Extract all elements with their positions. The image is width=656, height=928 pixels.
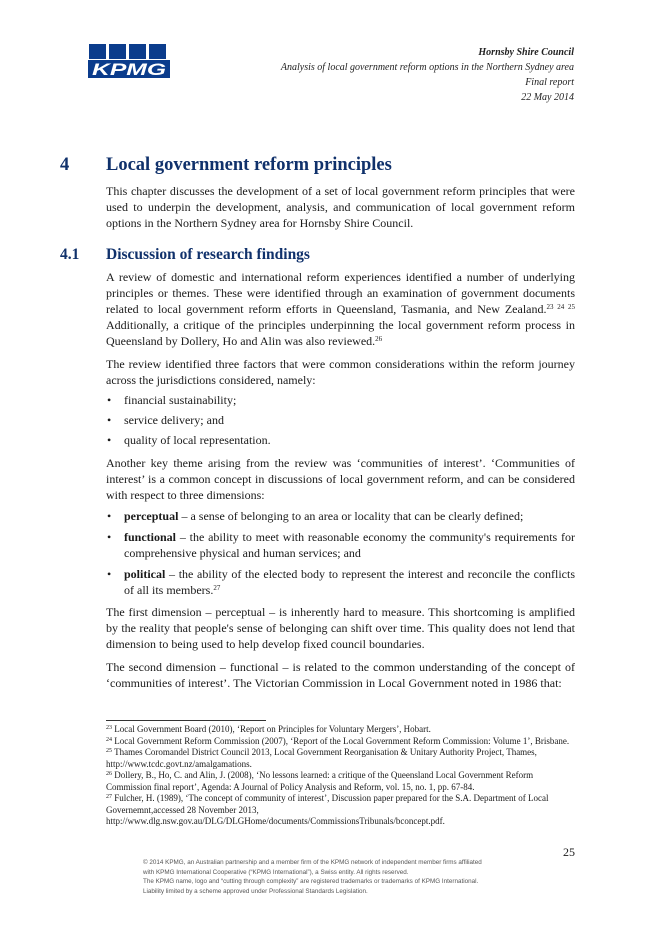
list-item	[106, 566, 575, 598]
legal-line: © 2014 KPMG, an Australian partnership and a member firm of the KPMG network of independent member firms affiliated	[143, 859, 482, 866]
bullet-icon: •	[107, 393, 112, 407]
footnote-text: Local Government Reform Commission (2007), ‘Report of the Local Government Reform Commission: Volume 1’, Brisbane.	[114, 735, 570, 746]
bullet-icon: •	[107, 509, 112, 523]
bullet-icon: •	[107, 567, 112, 581]
dimension-term: political	[124, 567, 166, 581]
bullet-icon: •	[107, 530, 112, 544]
section-title: Local government reform principles	[106, 155, 392, 175]
dimension-term: functional	[124, 530, 177, 544]
footnote-text: Thames Coromandel District Council 2013, Local Government Reorganisation & Unitary Authority Project, Thames, http://www.tcdc.govt.nz/amalgamations.	[106, 747, 537, 769]
paragraph-review-text-2: Additionally, a critique of the principles underpinning the local government reform process in Queensland by Dollery, Ho and Alin was also reviewed.	[106, 318, 575, 348]
subsection-heading	[60, 246, 310, 264]
footnote-number: 25	[106, 748, 112, 754]
footnote-text: Dollery, B., Ho, C. and Alin, J. (2008), ‘No lessons learned: a critique of the Queensland Local Government Reform Commission final report’, Agenda: A Journal of Policy Analysis and Reform, vol. 15, no. 1, pp. 67-84.	[106, 770, 534, 792]
footnote-ref-27[interactable]: 27	[213, 584, 221, 592]
paragraph-communities: Another key theme arising from the review was ‘communities of interest’. ‘Communities of interest’ is a common concept in discussions of local government reform, and can be considered with respect to three dimensions:	[106, 456, 575, 502]
footnote-text: Local Government Board (2010), ‘Report on Principles for Voluntary Mergers’, Hobart.	[114, 724, 431, 734]
dimension-desc: – the ability of the elected body to represent the interest and reconcile the conflicts of all its members.	[124, 567, 575, 597]
footnote	[106, 770, 576, 793]
running-header	[281, 45, 574, 105]
footnote-text: Fulcher, H. (1989), ‘The concept of community of interest’, Discussion paper prepared for the S.A. Department of Local Governemnt,accessed 28 November 2013, http://www.dlg.nsw.gov.au/DLG/DLGHome/documents/CommissionsTribunals/bconcept.pdf.	[106, 793, 549, 826]
footnote	[106, 793, 576, 828]
legal-line: Liability limited by a scheme approved under Professional Standards Legislation.	[143, 887, 368, 895]
legal-notice	[143, 858, 482, 896]
list-item	[106, 412, 575, 428]
footnote-number: 23	[106, 725, 112, 731]
footnote-number: 26	[106, 771, 112, 777]
bullet-icon: •	[107, 413, 112, 427]
dimension-desc: – a sense of belonging to an area or locality that can be clearly defined;	[178, 509, 524, 523]
paragraph-factors-intro: The review identified three factors that were common considerations within the reform journey across the jurisdictions considered, namely:	[106, 357, 575, 387]
intro-paragraph: This chapter discusses the development of a set of local government reform principles that were used to underpin the development, analysis, and communication of local government reform options in the Northern Sydney area for Hornsby Shire Council.	[106, 184, 575, 230]
kpmg-logo	[88, 44, 170, 78]
section-heading	[60, 155, 392, 176]
header-report-type: Final report	[525, 77, 574, 88]
header-client: Hornsby Shire Council	[478, 47, 574, 58]
paragraph-review-text: A review of domestic and international reform experiences identified a number of underlying principles or themes. These were identified through an examination of government documents related to local government reform efforts in Queensland, Tasmania, and New Zealand.	[106, 270, 575, 316]
subsection-title: Discussion of research findings	[106, 246, 310, 263]
bullet-icon: •	[107, 433, 112, 447]
paragraph-perceptual: The first dimension – perceptual – is inherently hard to measure. This shortcoming is amplified by the reality that people's sense of belonging can shift over time. This quality does not lend that dimension to being used to help develop fixed council boundaries.	[106, 605, 575, 651]
paragraph-review	[106, 269, 575, 349]
footnote	[106, 724, 576, 736]
page-number: 25	[563, 845, 575, 859]
list-item	[106, 529, 575, 561]
footnote-number: 24	[106, 736, 112, 743]
list-item	[106, 392, 575, 408]
section-number: 4	[60, 155, 70, 175]
paragraph-functional: The second dimension – functional – is related to the common understanding of the concept of ‘communities of interest’. The Victorian Commission in Local Government noted in 1986 that:	[106, 660, 575, 690]
factor-text: quality of local representation.	[124, 433, 271, 447]
subsection-number: 4.1	[60, 246, 80, 263]
list-item	[106, 432, 575, 448]
legal-line: The KPMG name, logo and “cutting through complexity” are registered trademarks or trademarks of KPMG International.	[143, 878, 479, 886]
factors-list	[106, 392, 575, 448]
footnote-divider	[106, 720, 266, 721]
section-intro	[106, 183, 575, 231]
footnotes	[106, 724, 576, 828]
dimensions-list	[106, 508, 575, 598]
footnote-number: 27	[106, 794, 112, 800]
dimension-term: perceptual	[124, 509, 179, 523]
subsection-body	[106, 269, 575, 691]
logo-text: KPMG	[92, 60, 166, 78]
footnote-refs-23-25[interactable]: 23 24 25	[546, 303, 575, 311]
factor-text: financial sustainability;	[124, 393, 237, 407]
legal-line: with KPMG International Cooperative (“KPMG International”), a Swiss entity. All rights reserved.	[143, 868, 409, 876]
header-date: 22 May 2014	[521, 92, 574, 103]
factor-text: service delivery; and	[124, 413, 224, 427]
footnote	[106, 736, 576, 748]
footnote-ref-26[interactable]: 26	[375, 335, 383, 343]
header-subtitle: Analysis of local government reform options in the Northern Sydney area	[280, 62, 574, 73]
footnote	[106, 747, 576, 770]
dimension-desc: – the ability to meet with reasonable economy the community's requirements for comprehensive physical and human services; and	[124, 530, 575, 560]
list-item	[106, 508, 575, 524]
